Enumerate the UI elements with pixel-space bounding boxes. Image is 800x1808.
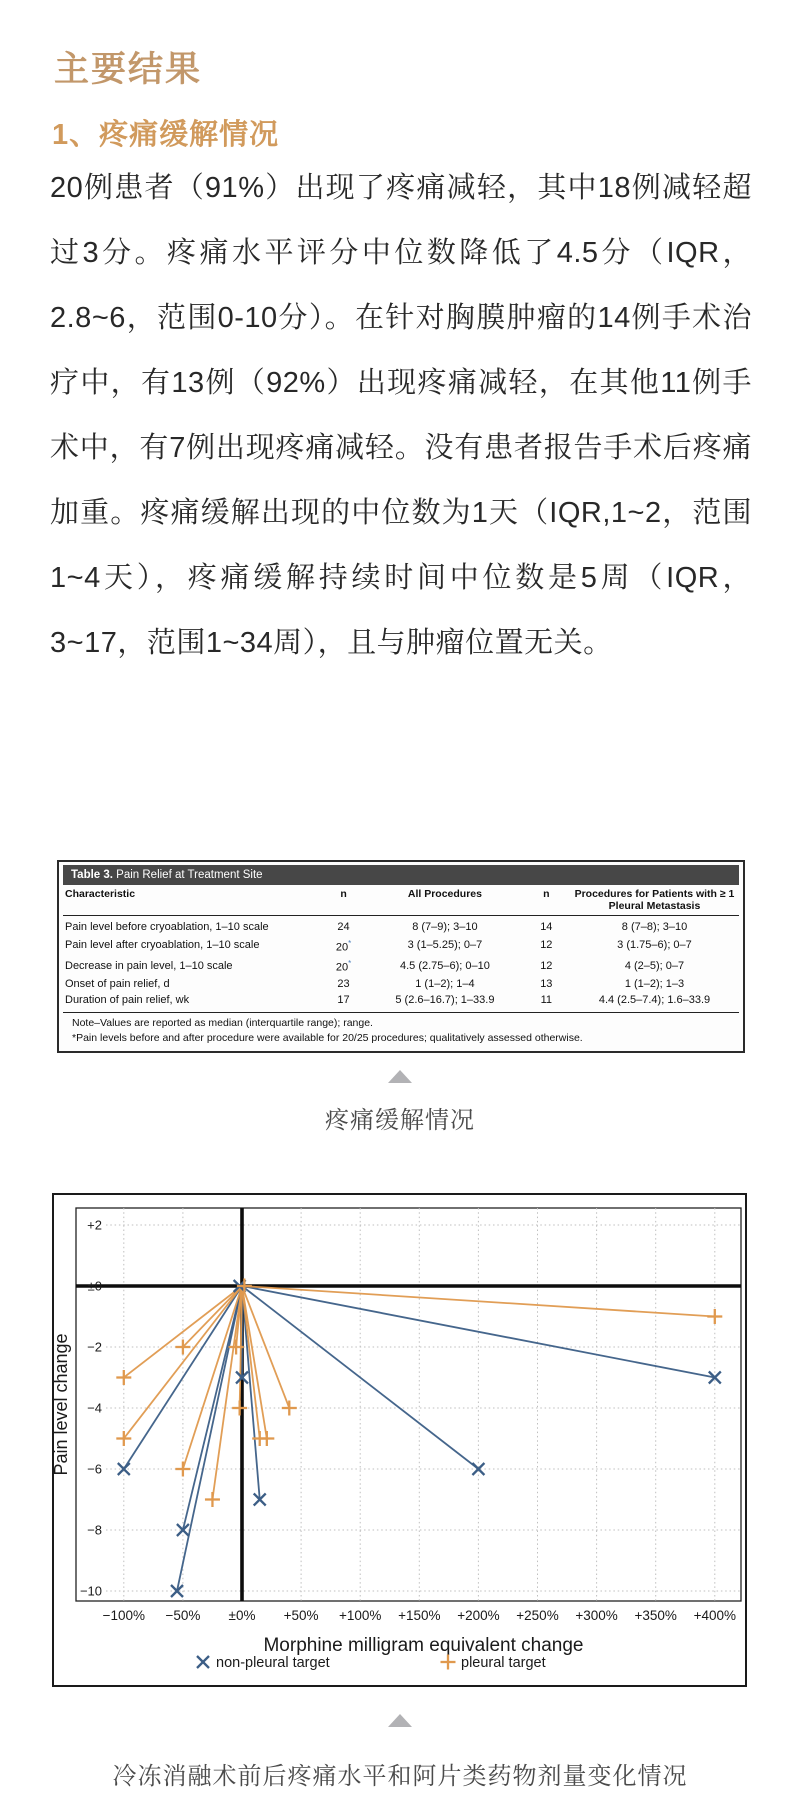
svg-text:−2: −2 bbox=[87, 1339, 102, 1355]
svg-text:−50%: −50% bbox=[165, 1608, 201, 1623]
svg-text:+2: +2 bbox=[87, 1217, 102, 1233]
svg-text:Pain level change: Pain level change bbox=[51, 1333, 71, 1476]
page-title: 主要结果 bbox=[54, 50, 203, 89]
table-footnote: *Pain levels before and after procedure were available for 20/25 procedures; qualitatively assessed otherwise. bbox=[72, 1031, 583, 1044]
table-body bbox=[63, 916, 739, 1009]
table-row: Decrease in pain level, 1–10 scale 20* 4.5 (2.75–6); 0–10 12 4 (2–5); 0–7 bbox=[65, 958, 685, 974]
table-caption: 疼痛缓解情况 bbox=[325, 1107, 475, 1134]
table-notes bbox=[63, 1012, 739, 1046]
table-row: Duration of pain relief, wk 17 5 (2.6–16.7); 1–33.9 11 4.4 (2.5–7.4); 1.6–33.9 bbox=[65, 994, 711, 1007]
svg-text:Morphine milligram equivalent: Morphine milligram equivalent change bbox=[263, 1635, 584, 1656]
section-heading: 1、疼痛缓解情况 bbox=[52, 119, 280, 151]
svg-text:+50%: +50% bbox=[283, 1608, 319, 1623]
table-header-row bbox=[63, 886, 739, 916]
collapse-triangle-icon bbox=[388, 1070, 412, 1083]
table-row: Onset of pain relief, d 23 1 (1–2); 1–4 13 1 (1–2); 1–3 bbox=[65, 977, 685, 990]
pain-relief-table bbox=[63, 886, 739, 1009]
body-paragraph: 20例患者（91%）出现了疼痛减轻，其中18例减轻超过3分。疼痛水平评分中位数降低了4.5分（IQR， 2.8~6，范围0-10分）。在针对胸膜肿瘤的14例手术治疗中，有13例（92%）出现疼痛减轻，在其他11例手术中，有7例出现疼痛减轻。没有患者报告手术后疼痛加重。疼痛缓解出现的中位数为1天（IQR,1~2，范围1~4天），疼痛缓解持续时间中位数是5周（IQR，3~17，范围1~34周），且与肿瘤位置无关。 bbox=[50, 172, 752, 659]
svg-text:+150%: +150% bbox=[398, 1608, 441, 1623]
chart-figure bbox=[50, 1192, 750, 1692]
svg-text:+250%: +250% bbox=[516, 1608, 559, 1623]
svg-text:−4: −4 bbox=[87, 1400, 102, 1416]
col-header-characteristic: Characteristic bbox=[63, 886, 320, 916]
table-note: Note–Values are reported as median (interquartile range); range. bbox=[72, 1016, 373, 1029]
chart-caption: 冷冻消融术前后疼痛水平和阿片类药物剂量变化情况 bbox=[112, 1763, 688, 1790]
svg-text:±0%: ±0% bbox=[228, 1608, 256, 1623]
svg-text:+200%: +200% bbox=[457, 1608, 500, 1623]
svg-text:−6: −6 bbox=[87, 1461, 102, 1477]
svg-text:+350%: +350% bbox=[634, 1608, 677, 1623]
svg-text:+400%: +400% bbox=[693, 1608, 737, 1623]
svg-text:non-pleural target: non-pleural target bbox=[216, 1655, 330, 1671]
svg-text:−100%: −100% bbox=[102, 1608, 146, 1623]
table-row: Pain level before cryoablation, 1–10 scale 24 8 (7–9); 3–10 14 8 (7–8); 3–10 bbox=[65, 921, 688, 934]
col-header-n-all: n bbox=[320, 886, 367, 916]
col-header-n-pleural: n bbox=[523, 886, 570, 916]
table-number: Table 3. bbox=[71, 869, 113, 881]
svg-text:±0: ±0 bbox=[87, 1278, 102, 1294]
col-header-pleural: Procedures for Patients with ≥ 1 Pleural Metastasis bbox=[570, 886, 739, 916]
table-title-band bbox=[63, 865, 739, 885]
svg-text:−10: −10 bbox=[79, 1583, 102, 1599]
svg-text:pleural target: pleural target bbox=[461, 1655, 546, 1671]
table-row: Pain level after cryoablation, 1–10 scale 20* 3 (1–5.25); 0–7 12 3 (1.75–6); 0–7 bbox=[65, 938, 692, 954]
svg-text:−8: −8 bbox=[87, 1522, 102, 1538]
collapse-triangle-icon bbox=[388, 1714, 412, 1727]
table-title: Pain Relief at Treatment Site bbox=[112, 869, 263, 881]
col-header-all-procedures: All Procedures bbox=[367, 886, 522, 916]
svg-text:+300%: +300% bbox=[575, 1608, 618, 1623]
svg-text:+100%: +100% bbox=[338, 1608, 382, 1623]
journal-table bbox=[57, 860, 745, 1053]
pain-morphine-chart bbox=[50, 1192, 750, 1692]
